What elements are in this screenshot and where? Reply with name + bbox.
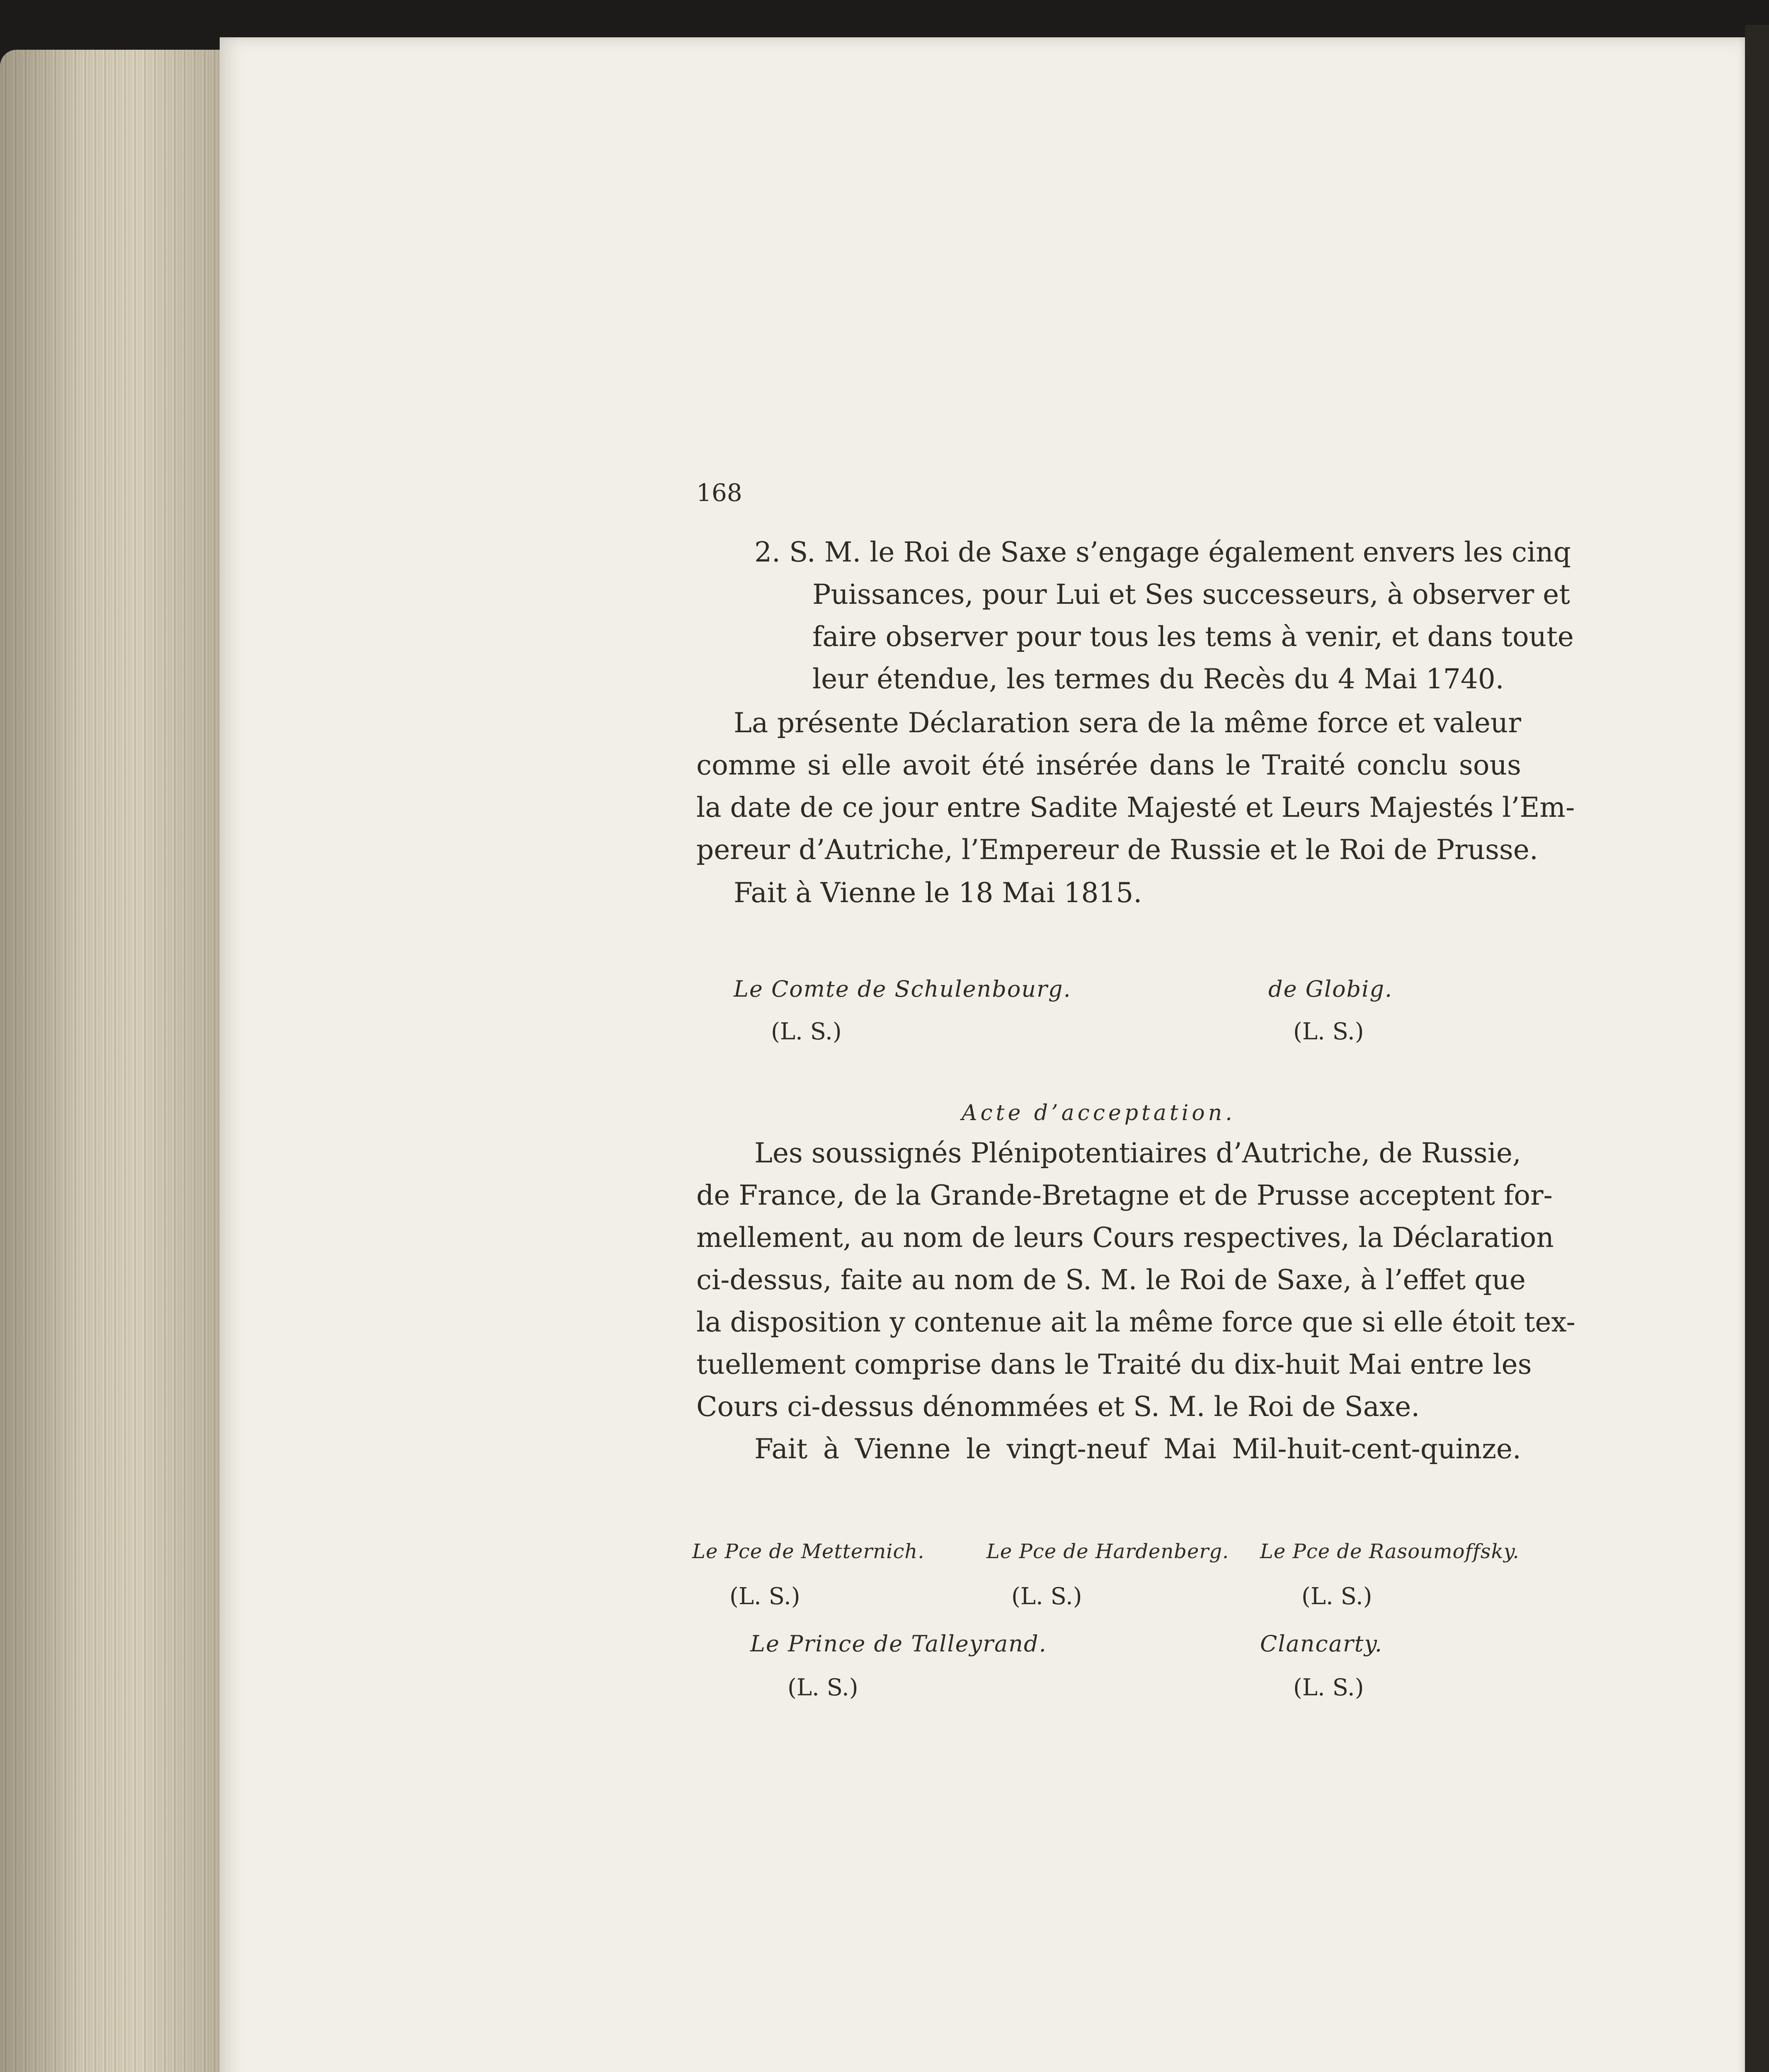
act-line-1: Les soussignés Plénipotentiaires d’Autriche, de Russie,	[754, 1137, 1521, 1169]
seal-rasoumoffsky: (L. S.)	[1301, 1583, 1372, 1610]
declaration-line-2: comme si elle avoit été insérée dans le Traité conclu sous	[696, 749, 1521, 781]
dated-line-2: Fait à Vienne le vingt-neuf Mai Mil-huit-cent-quinze.	[754, 1433, 1521, 1465]
book-page	[220, 37, 1745, 2072]
signatory-talleyrand: Le Prince de Talleyrand.	[750, 1631, 1047, 1657]
seal-clancarty: (L. S.)	[1293, 1674, 1364, 1701]
signatory-clancarty: Clancarty.	[1260, 1631, 1383, 1657]
act-line-5: la disposition y contenue ait la même force que si elle étoit tex-	[696, 1306, 1575, 1338]
article-line-4: leur étendue, les termes du Recès du 4 Mai 1740.	[812, 663, 1504, 695]
seal-metternich: (L. S.)	[729, 1583, 800, 1610]
signatory-metternich: Le Pce de Metternich.	[692, 1540, 925, 1563]
seal-globig: (L. S.)	[1293, 1018, 1364, 1045]
signatory-globig: de Globig.	[1268, 976, 1393, 1002]
seal-talleyrand: (L. S.)	[788, 1674, 858, 1701]
declaration-line-3: la date de ce jour entre Sadite Majesté et Leurs Majestés l’Em-	[696, 792, 1575, 823]
article-line-2: Puissances, pour Lui et Ses successeurs, à observer et	[812, 579, 1570, 610]
act-heading: Acte d’acceptation.	[962, 1101, 1236, 1126]
declaration-line-4: pereur d’Autriche, l’Empereur de Russie et le Roi de Prusse.	[696, 834, 1538, 866]
act-line-3: mellement, au nom de leurs Cours respectives, la Déclaration	[696, 1222, 1554, 1254]
act-line-7: Cours ci-dessus dénommées et S. M. le Roi de Saxe.	[696, 1391, 1420, 1423]
signatory-rasoumoffsky: Le Pce de Rasoumoffsky.	[1260, 1540, 1519, 1563]
act-line-2: de France, de la Grande-Bretagne et de Prusse acceptent for-	[696, 1179, 1553, 1211]
article-line-3: faire observer pour tous les tems à venir, et dans toute	[812, 621, 1574, 653]
declaration-line-1: La présente Déclaration sera de la même force et valeur	[734, 707, 1521, 739]
signatory-hardenberg: Le Pce de Hardenberg.	[986, 1540, 1229, 1563]
signatory-schulenbourg: Le Comte de Schulenbourg.	[734, 976, 1071, 1002]
book-edge-shadow	[0, 50, 232, 2072]
article-line-1: 2. S. M. le Roi de Saxe s’engage également envers les cinq	[754, 536, 1571, 568]
seal-schulenbourg: (L. S.)	[771, 1018, 842, 1045]
act-line-6: tuellement comprise dans le Traité du dix-huit Mai entre les	[696, 1348, 1532, 1380]
seal-hardenberg: (L. S.)	[1011, 1583, 1082, 1610]
right-background-edge	[1745, 25, 1769, 2072]
dated-line-1: Fait à Vienne le 18 Mai 1815.	[734, 877, 1142, 909]
act-line-4: ci-dessus, faite au nom de S. M. le Roi de Saxe, à l’effet que	[696, 1264, 1526, 1296]
page-number: 168	[696, 479, 742, 507]
